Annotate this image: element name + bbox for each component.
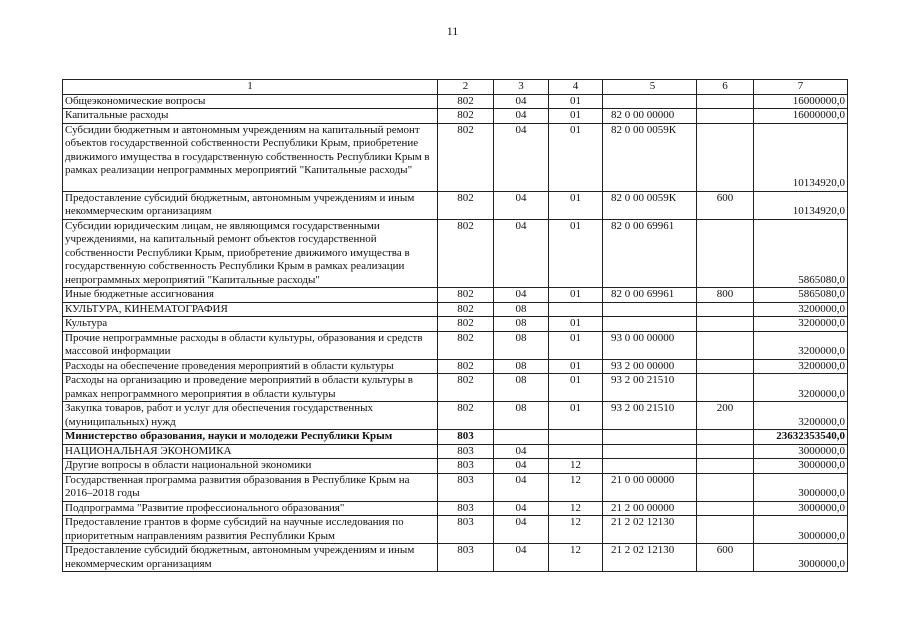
table-cell: 08 (494, 317, 549, 332)
table-cell: Подпрограмма "Развитие профессионального образования" (63, 501, 438, 516)
table-cell: 803 (438, 444, 494, 459)
table-cell: 82 0 00 0059К (603, 191, 697, 219)
table-cell: 5865080,0 (754, 219, 848, 288)
table-row (63, 94, 848, 109)
table-cell: 01 (549, 94, 603, 109)
table-cell: 01 (549, 191, 603, 219)
header-cell: 2 (438, 80, 494, 95)
table-cell (697, 302, 754, 317)
table-cell (697, 317, 754, 332)
table-cell: Закупка товаров, работ и услуг для обеспечения государственных (муниципальных) нужд (63, 402, 438, 430)
table-cell: 21 0 00 00000 (603, 473, 697, 501)
table-row (63, 219, 848, 288)
table-cell: 21 2 02 12130 (603, 544, 697, 572)
table-cell (603, 430, 697, 445)
table-cell: 04 (494, 94, 549, 109)
table-cell: 08 (494, 402, 549, 430)
table-cell: Иные бюджетные ассигнования (63, 288, 438, 303)
table-cell: 802 (438, 94, 494, 109)
table-row (63, 501, 848, 516)
table-cell (603, 94, 697, 109)
table-row (63, 473, 848, 501)
page-number: 11 (446, 24, 459, 38)
table-cell: 3200000,0 (754, 402, 848, 430)
table-cell: Расходы на обеспечение проведения мероприятий в области культуры (63, 359, 438, 374)
table-cell: 12 (549, 501, 603, 516)
table-cell: 802 (438, 288, 494, 303)
table-cell (603, 444, 697, 459)
table-cell: 04 (494, 191, 549, 219)
table-cell: 04 (494, 501, 549, 516)
table-cell: 93 2 00 21510 (603, 374, 697, 402)
table-cell: Министерство образования, науки и молодежи Республики Крым (63, 430, 438, 445)
budget-table (62, 79, 848, 572)
table-cell: 802 (438, 191, 494, 219)
table-cell: 12 (549, 544, 603, 572)
table-cell: Предоставление грантов в форме субсидий на научные исследования по приоритетным направлениям развития Республики Крым (63, 516, 438, 544)
table-cell: 3000000,0 (754, 516, 848, 544)
table-cell: 12 (549, 516, 603, 544)
table-cell: 12 (549, 473, 603, 501)
table-cell: 04 (494, 109, 549, 124)
table-cell: 04 (494, 516, 549, 544)
table-cell (603, 317, 697, 332)
table-cell: 04 (494, 544, 549, 572)
table-cell: 04 (494, 288, 549, 303)
table-cell: 93 2 00 21510 (603, 402, 697, 430)
table-cell: 04 (494, 473, 549, 501)
table-cell: 82 0 00 0059К (603, 123, 697, 191)
table-cell (603, 302, 697, 317)
table-cell (697, 123, 754, 191)
table-cell: Субсидии юридическим лицам, не являющимся государственными учреждениями, на капитальный ремонт объектов государственной собственности Республики Крым, приобретение движимого имущества в государственную собственность Республики Крым в рамках реализации непрограммных мероприятий "Капитальные расходы" (63, 219, 438, 288)
table-cell: 93 0 00 00000 (603, 331, 697, 359)
table-cell: 803 (438, 430, 494, 445)
table-row (63, 544, 848, 572)
table-cell (549, 302, 603, 317)
table-cell: Предоставление субсидий бюджетным, автономным учреждениям и иным некоммерческим организациям (63, 544, 438, 572)
table-row (63, 123, 848, 191)
table-cell (697, 359, 754, 374)
header-cell: 5 (603, 80, 697, 95)
table-cell: Культура (63, 317, 438, 332)
table-cell: 3000000,0 (754, 473, 848, 501)
table-cell: 3000000,0 (754, 444, 848, 459)
table-cell (494, 430, 549, 445)
table-cell: 200 (697, 402, 754, 430)
table-cell (697, 219, 754, 288)
table-cell: 01 (549, 288, 603, 303)
table-cell: 08 (494, 331, 549, 359)
table-cell: Капитальные расходы (63, 109, 438, 124)
table-cell: 600 (697, 544, 754, 572)
table-row (63, 459, 848, 474)
table-cell: 3200000,0 (754, 302, 848, 317)
table-cell: 82 0 00 00000 (603, 109, 697, 124)
table-cell: 802 (438, 317, 494, 332)
table-cell: 01 (549, 109, 603, 124)
table-row (63, 516, 848, 544)
table-cell: 803 (438, 473, 494, 501)
table-cell: 3200000,0 (754, 374, 848, 402)
table-cell: Другие вопросы в области национальной экономики (63, 459, 438, 474)
table-cell: НАЦИОНАЛЬНАЯ ЭКОНОМИКА (63, 444, 438, 459)
table-cell: 600 (697, 191, 754, 219)
table-cell: 04 (494, 123, 549, 191)
table-cell: 23632353540,0 (754, 430, 848, 445)
table-row (63, 317, 848, 332)
table-cell: Общеэкономические вопросы (63, 94, 438, 109)
table-cell: 3200000,0 (754, 317, 848, 332)
table-cell (697, 430, 754, 445)
header-cell: 3 (494, 80, 549, 95)
table-row (63, 302, 848, 317)
table-cell: 3000000,0 (754, 501, 848, 516)
table-row (63, 374, 848, 402)
table-cell: 01 (549, 374, 603, 402)
table-cell (697, 501, 754, 516)
table-row (63, 402, 848, 430)
table-cell: 802 (438, 123, 494, 191)
budget-table-body (63, 80, 848, 572)
table-cell: Расходы на организацию и проведение мероприятий в области культуры в рамках непрограммного мероприятия в области культуры (63, 374, 438, 402)
table-cell: 08 (494, 359, 549, 374)
table-row (63, 359, 848, 374)
table-cell: 21 2 02 12130 (603, 516, 697, 544)
table-cell (697, 109, 754, 124)
table-cell: 3000000,0 (754, 544, 848, 572)
table-cell (603, 459, 697, 474)
table-cell: 3000000,0 (754, 459, 848, 474)
table-cell (697, 94, 754, 109)
table-cell: 802 (438, 109, 494, 124)
table-cell: 93 2 00 00000 (603, 359, 697, 374)
table-cell: Предоставление субсидий бюджетным, автономным учреждениям и иным некоммерческим организациям (63, 191, 438, 219)
table-cell (697, 444, 754, 459)
table-cell: Субсидии бюджетным и автономным учреждениям на капитальный ремонт объектов государственной собственности Республики Крым, приобретение движимого имущества в государственную собственность Республики Крым в рамках реализации непрограммных мероприятий "Капитальные расходы" (63, 123, 438, 191)
table-cell: 01 (549, 123, 603, 191)
table-row (63, 430, 848, 445)
table-cell: 3200000,0 (754, 331, 848, 359)
table-cell: 802 (438, 302, 494, 317)
table-cell: 12 (549, 459, 603, 474)
table-cell: 04 (494, 444, 549, 459)
table-cell (697, 331, 754, 359)
table-cell: 01 (549, 402, 603, 430)
table-cell (697, 516, 754, 544)
table-cell: 01 (549, 219, 603, 288)
table-cell: Прочие непрограммные расходы в области культуры, образования и средств массовой информации (63, 331, 438, 359)
table-row (63, 444, 848, 459)
table-cell: 802 (438, 331, 494, 359)
table-cell: Государственная программа развития образования в Республике Крым на 2016–2018 годы (63, 473, 438, 501)
table-row (63, 288, 848, 303)
table-cell: 10134920,0 (754, 191, 848, 219)
table-cell: 802 (438, 402, 494, 430)
header-cell: 4 (549, 80, 603, 95)
header-cell: 7 (754, 80, 848, 95)
table-cell: 802 (438, 374, 494, 402)
table-cell: 04 (494, 219, 549, 288)
table-cell: 803 (438, 544, 494, 572)
table-cell: 01 (549, 331, 603, 359)
table-row (63, 109, 848, 124)
table-cell: 01 (549, 359, 603, 374)
table-cell: 16000000,0 (754, 94, 848, 109)
table-cell: 04 (494, 459, 549, 474)
table-cell: 01 (549, 317, 603, 332)
table-cell: 800 (697, 288, 754, 303)
header-cell: 6 (697, 80, 754, 95)
table-cell: 802 (438, 219, 494, 288)
table-cell (697, 459, 754, 474)
table-cell: 82 0 00 69961 (603, 219, 697, 288)
table-cell: 803 (438, 459, 494, 474)
table-row (63, 191, 848, 219)
table-cell: 82 0 00 69961 (603, 288, 697, 303)
table-cell (697, 473, 754, 501)
table-cell: 802 (438, 359, 494, 374)
table-cell: 10134920,0 (754, 123, 848, 191)
header-cell: 1 (63, 80, 438, 95)
table-cell: 21 2 00 00000 (603, 501, 697, 516)
table-cell: 3200000,0 (754, 359, 848, 374)
table-cell: 5865080,0 (754, 288, 848, 303)
table-cell: 16000000,0 (754, 109, 848, 124)
table-cell (697, 374, 754, 402)
table-header-row (63, 80, 848, 95)
table-cell (549, 430, 603, 445)
table-cell (549, 444, 603, 459)
table-cell: 803 (438, 501, 494, 516)
table-row (63, 331, 848, 359)
table-cell: 08 (494, 374, 549, 402)
table-cell: 08 (494, 302, 549, 317)
table-cell: КУЛЬТУРА, КИНЕМАТОГРАФИЯ (63, 302, 438, 317)
table-cell: 803 (438, 516, 494, 544)
